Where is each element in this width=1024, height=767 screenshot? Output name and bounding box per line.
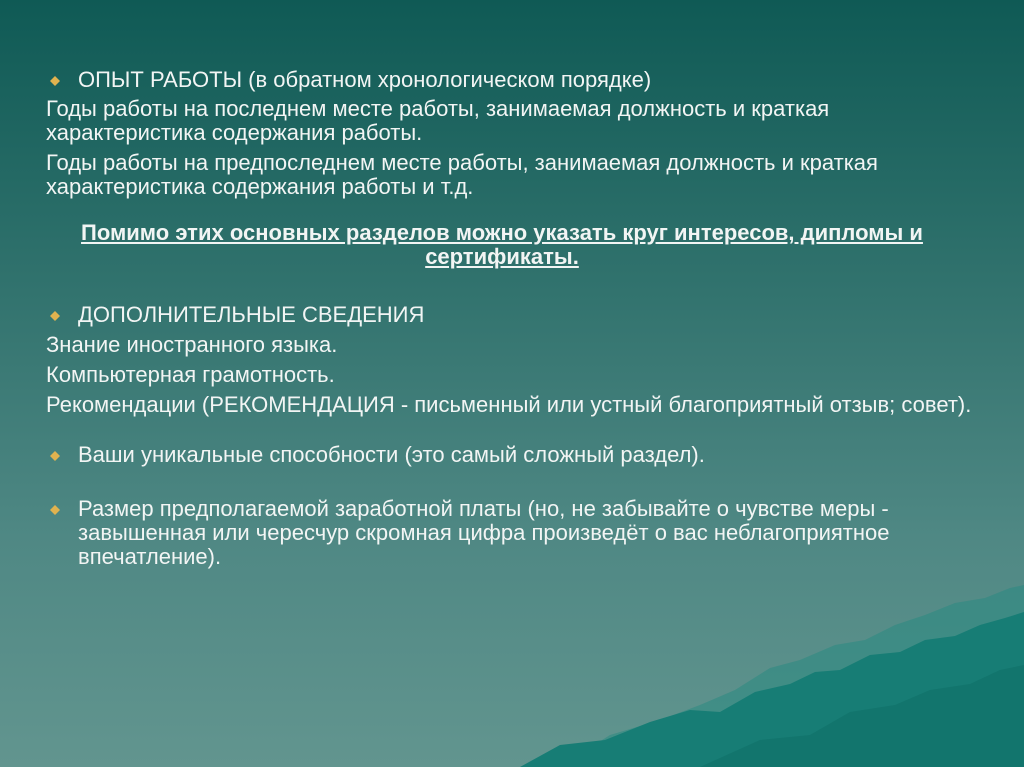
additional-line-2: Компьютерная грамотность. bbox=[46, 362, 335, 387]
experience-line-2: Годы работы на предпоследнем месте работы, занимаемая должность и краткая характеристика содержания работы и т.д. bbox=[46, 150, 878, 199]
additional-line-3: Рекомендации (РЕКОМЕНДАЦИЯ - письменный или устный благоприятный отзыв; совет). bbox=[46, 392, 972, 417]
diamond-bullet-icon bbox=[50, 451, 60, 461]
salary-bullet bbox=[46, 497, 976, 569]
additional-heading: ДОПОЛНИТЕЛЬНЫЕ СВЕДЕНИЯ bbox=[78, 302, 425, 327]
experience-bullet bbox=[46, 68, 976, 92]
emphasis-note: Помимо этих основных разделов можно указать круг интересов, дипломы и сертификаты. bbox=[81, 220, 923, 269]
salary-text: Размер предполагаемой заработной платы (но, не забывайте о чувстве меры - завышенная или чересчур скромная цифра произведёт о вас неблагоприятное впечатление). bbox=[78, 496, 890, 569]
unique-abilities-bullet bbox=[46, 443, 976, 467]
experience-line-1: Годы работы на последнем месте работы, занимаемая должность и краткая характеристика содержания работы. bbox=[46, 96, 830, 145]
experience-heading: ОПЫТ РАБОТЫ (в обратном хронологическом порядке) bbox=[78, 67, 652, 92]
additional-line-1: Знание иностранного языка. bbox=[46, 332, 338, 357]
unique-abilities-text: Ваши уникальные способности (это самый сложный раздел). bbox=[78, 442, 705, 467]
additional-bullet bbox=[46, 303, 976, 327]
diamond-bullet-icon bbox=[50, 311, 60, 321]
slide-content bbox=[46, 68, 976, 569]
diamond-bullet-icon bbox=[50, 505, 60, 515]
diamond-bullet-icon bbox=[50, 76, 60, 86]
